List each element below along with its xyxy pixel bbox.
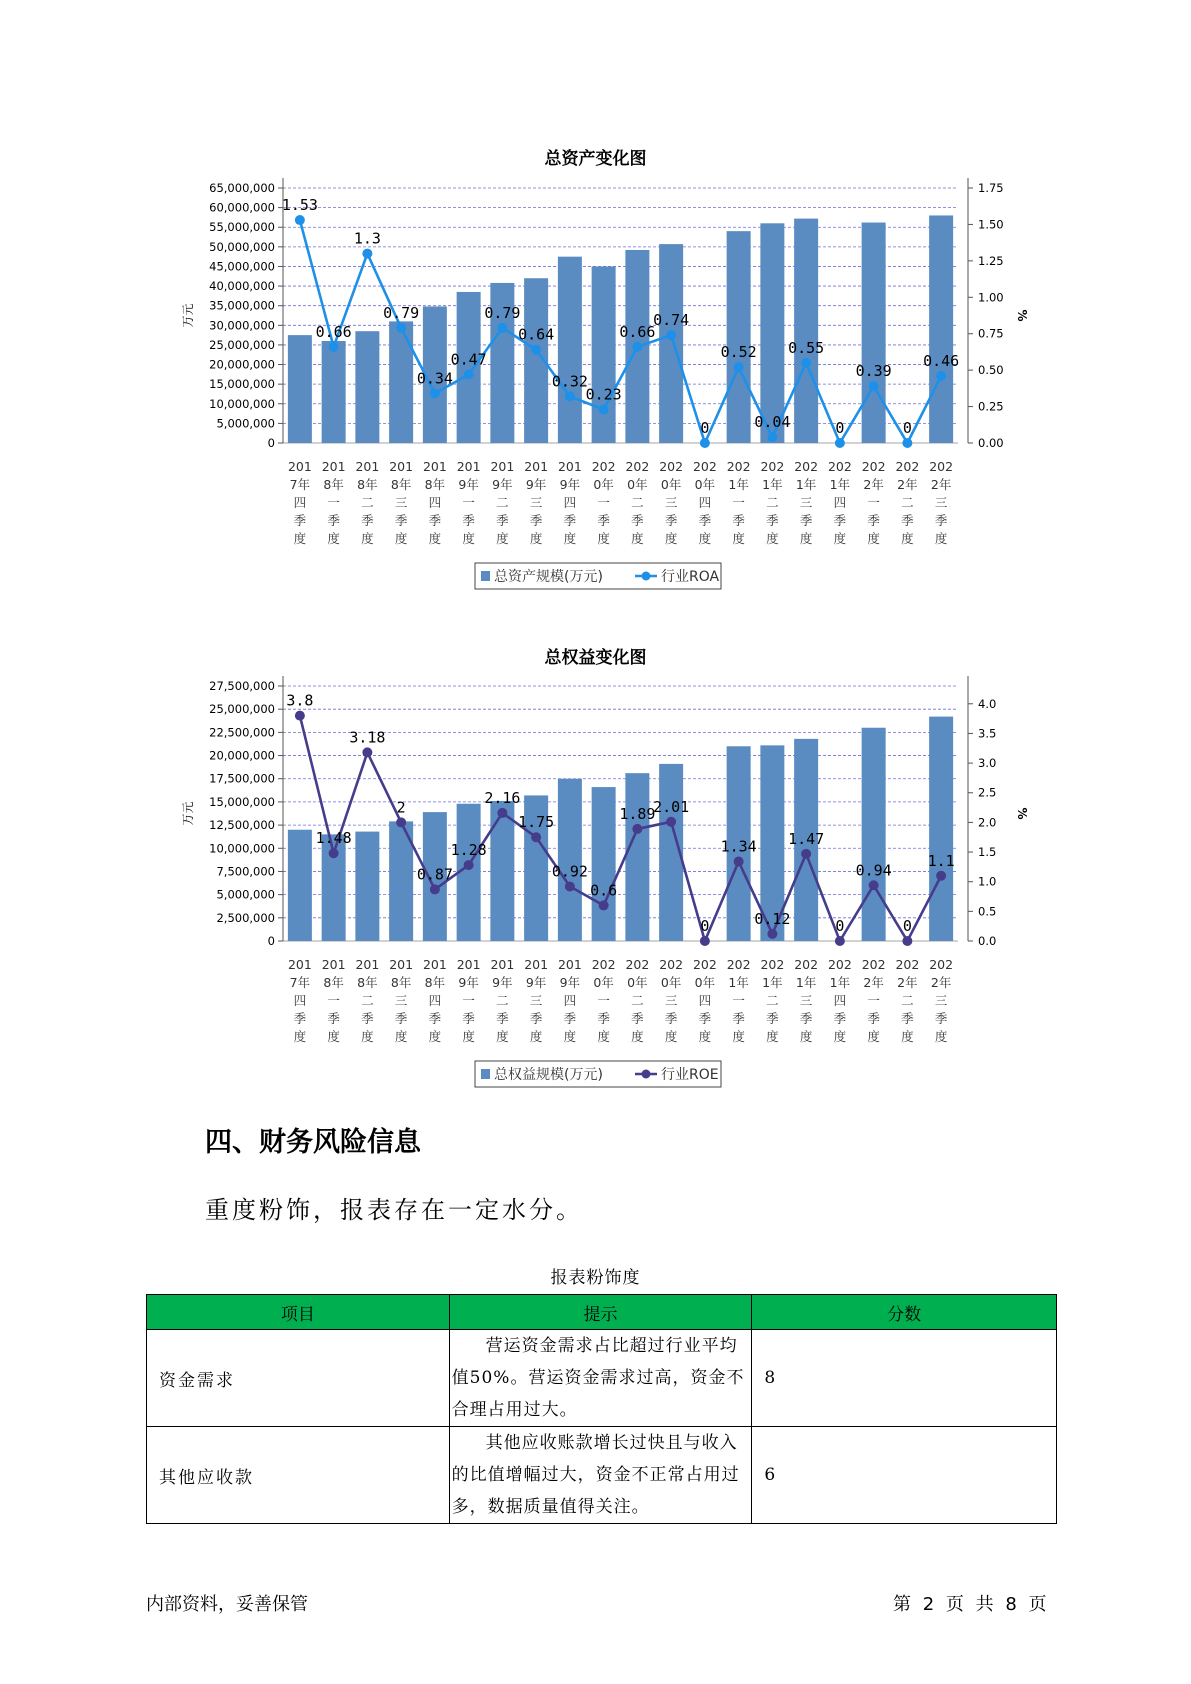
data-label: 0.34 <box>416 369 453 388</box>
total-assets-chart <box>0 170 1191 590</box>
bar <box>322 341 346 443</box>
y-right-tick-label: 2.0 <box>978 815 997 830</box>
data-label: 2.01 <box>653 797 690 816</box>
x-tick-label: 202 1年三季度 <box>794 459 819 546</box>
line-point <box>767 929 777 939</box>
data-label: 0.92 <box>551 862 588 881</box>
y-left-tick-label: 2,500,000 <box>216 910 275 925</box>
data-label: 0.79 <box>383 303 420 322</box>
y-right-tick-label: 1.75 <box>978 181 1004 195</box>
line-point <box>767 432 777 442</box>
bar <box>592 266 616 443</box>
x-tick-label: 201 9年四季度 <box>557 459 582 546</box>
legend-bar-label: 总资产规模(万元) <box>494 569 603 585</box>
x-tick-label: 201 9年三季度 <box>524 459 549 546</box>
line-point <box>835 936 845 946</box>
data-label: 0 <box>902 419 912 437</box>
table-row <box>147 1427 1057 1524</box>
y-right-tick-label: 2.5 <box>978 785 997 800</box>
table-caption: 报表粉饰度 <box>550 1268 641 1288</box>
data-label: 0.79 <box>484 303 521 322</box>
y-left-tick-label: 50,000,000 <box>209 239 275 254</box>
x-tick-label: 202 2年一季度 <box>861 459 886 546</box>
bar <box>355 832 379 941</box>
data-label: 2 <box>396 798 406 817</box>
data-label: 0 <box>700 917 710 935</box>
y-left-tick-label: 15,000,000 <box>209 794 275 809</box>
x-tick-label: 201 8年三季度 <box>389 957 414 1044</box>
data-label: 0.66 <box>619 322 656 341</box>
section-heading: 四、财务风险信息 <box>205 1127 421 1158</box>
bar <box>558 779 582 941</box>
legend-bar-label: 总权益规模(万元) <box>494 1067 603 1083</box>
data-label: 0.32 <box>551 372 588 391</box>
data-label: 0.74 <box>653 311 690 330</box>
y-right-tick-label: 1.0 <box>978 874 997 889</box>
y-right-axis-title: % <box>1015 309 1029 322</box>
bar <box>862 223 886 443</box>
line-point <box>362 249 372 259</box>
y-left-tick-label: 17,500,000 <box>209 771 275 786</box>
data-label: 1.3 <box>353 229 381 248</box>
x-tick-label: 202 1年一季度 <box>726 459 751 546</box>
bar <box>558 257 582 443</box>
bar <box>929 717 953 941</box>
y-left-tick-label: 35,000,000 <box>209 298 275 313</box>
x-tick-label: 202 2年三季度 <box>929 459 954 546</box>
line-point <box>531 345 541 355</box>
x-tick-label: 201 9年二季度 <box>490 957 515 1044</box>
data-label: 0 <box>835 917 845 935</box>
line-point <box>700 936 710 946</box>
bar <box>490 801 514 941</box>
y-left-tick-label: 5,000,000 <box>216 887 275 902</box>
data-label: 0.23 <box>585 385 622 404</box>
legend-line-marker <box>642 572 651 581</box>
x-tick-label: 202 2年二季度 <box>895 957 920 1044</box>
line-point <box>362 747 372 757</box>
line-point <box>599 404 609 414</box>
x-tick-label: 202 2年一季度 <box>861 957 886 1044</box>
line-point <box>464 370 474 380</box>
header-score: 分数 <box>752 1295 1057 1330</box>
x-tick-label: 202 1年二季度 <box>760 957 785 1044</box>
y-left-tick-label: 30,000,000 <box>209 318 275 333</box>
y-left-tick-label: 22,500,000 <box>209 725 275 740</box>
bar <box>592 787 616 941</box>
line-point <box>936 871 946 881</box>
x-tick-label: 202 0年三季度 <box>659 957 684 1044</box>
bar <box>862 728 886 941</box>
line-point <box>295 215 305 225</box>
line-point <box>869 381 879 391</box>
x-tick-label: 201 9年四季度 <box>557 957 582 1044</box>
y-left-tick-label: 12,500,000 <box>209 818 275 833</box>
data-label: 3.18 <box>349 728 386 747</box>
y-left-tick-label: 5,000,000 <box>216 416 275 431</box>
bar <box>727 231 751 443</box>
chart-title-total-equity: 总权益变化图 <box>544 648 647 668</box>
x-tick-label: 202 0年四季度 <box>692 957 717 1044</box>
line-point <box>700 438 710 448</box>
data-label: 1.1 <box>927 851 955 870</box>
data-label: 1.75 <box>518 813 555 832</box>
total-equity-chart <box>0 668 1191 1088</box>
bar <box>659 244 683 443</box>
x-tick-label: 202 0年四季度 <box>692 459 717 546</box>
y-right-tick-label: 1.25 <box>978 253 1004 268</box>
chart-title-total-assets: 总资产变化图 <box>544 149 647 169</box>
line-point <box>666 817 676 827</box>
data-label: 0.87 <box>416 865 453 884</box>
legend-line-marker <box>642 1070 651 1079</box>
header-hint: 提示 <box>449 1295 752 1330</box>
bar <box>288 830 312 941</box>
data-label: 0.66 <box>315 322 352 341</box>
line-point <box>295 711 305 721</box>
row-item: 其他应收款 <box>147 1427 450 1524</box>
y-left-tick-label: 10,000,000 <box>209 396 275 411</box>
y-right-tick-label: 0.0 <box>978 934 997 948</box>
x-tick-label: 201 8年四季度 <box>422 459 447 546</box>
y-left-tick-label: 0 <box>267 934 275 948</box>
line-point <box>902 438 912 448</box>
y-left-tick-label: 0 <box>267 436 275 450</box>
line-point <box>902 936 912 946</box>
line-point <box>565 391 575 401</box>
line-point <box>801 849 811 859</box>
x-tick-label: 202 1年二季度 <box>760 459 785 546</box>
data-label: 0.12 <box>754 909 791 928</box>
data-label: 0.94 <box>855 861 892 880</box>
line-point <box>734 857 744 867</box>
y-left-axis-title: 万元 <box>181 303 195 328</box>
data-label: 0 <box>835 419 845 437</box>
data-label: 0 <box>700 419 710 437</box>
y-left-tick-label: 20,000,000 <box>209 748 275 763</box>
table-row <box>147 1330 1057 1427</box>
data-label: 0.52 <box>720 343 757 362</box>
line-point <box>396 817 406 827</box>
line-point <box>464 860 474 870</box>
x-tick-label: 201 8年二季度 <box>355 459 380 546</box>
risk-summary: 重度粉饰，报表存在一定水分。 <box>205 1196 583 1224</box>
x-tick-label: 202 1年四季度 <box>827 459 852 546</box>
x-tick-label: 201 8年四季度 <box>422 957 447 1044</box>
bar <box>760 223 784 443</box>
data-label: 0.55 <box>788 338 825 357</box>
legend-line-label: 行业ROA <box>661 569 720 585</box>
x-tick-label: 201 7年四季度 <box>287 957 312 1044</box>
data-label: 0.47 <box>450 350 487 369</box>
footer-page-number: 第 2 页 共 8 页 <box>893 1594 1047 1615</box>
y-left-tick-label: 55,000,000 <box>209 220 275 235</box>
legend-line-label: 行业ROE <box>661 1067 719 1083</box>
line-point <box>497 808 507 818</box>
x-tick-label: 201 8年二季度 <box>355 957 380 1044</box>
line-point <box>869 880 879 890</box>
line-point <box>329 342 339 352</box>
line-point <box>430 388 440 398</box>
data-label: 2.16 <box>484 788 521 807</box>
data-label: 0.46 <box>923 351 960 370</box>
y-left-tick-label: 60,000,000 <box>209 200 275 215</box>
line-point <box>666 330 676 340</box>
line-point <box>430 884 440 894</box>
y-left-tick-label: 45,000,000 <box>209 259 275 274</box>
y-left-tick-label: 40,000,000 <box>209 279 275 294</box>
y-left-tick-label: 65,000,000 <box>209 181 275 195</box>
row-score: 8 <box>752 1330 1057 1427</box>
bar <box>625 773 649 941</box>
x-tick-label: 202 0年一季度 <box>591 459 616 546</box>
line-point <box>835 438 845 448</box>
x-tick-label: 201 9年三季度 <box>524 957 549 1044</box>
bar <box>929 215 953 443</box>
x-tick-label: 201 9年一季度 <box>456 957 481 1044</box>
x-tick-label: 201 7年四季度 <box>287 459 312 546</box>
data-label: 1.47 <box>788 829 825 848</box>
line-point <box>329 848 339 858</box>
row-score: 6 <box>752 1427 1057 1524</box>
legend-bar-swatch <box>481 1069 490 1079</box>
x-tick-label: 202 1年四季度 <box>827 957 852 1044</box>
data-label: 0 <box>902 917 912 935</box>
bar <box>288 335 312 443</box>
data-label: 0.04 <box>754 413 791 432</box>
header-item: 项目 <box>147 1295 450 1330</box>
data-label: 1.28 <box>450 841 487 860</box>
y-left-tick-label: 25,000,000 <box>209 337 275 352</box>
report-whitewash-table <box>146 1294 1057 1524</box>
y-left-tick-label: 25,000,000 <box>209 702 275 717</box>
line-point <box>599 900 609 910</box>
x-tick-label: 202 0年二季度 <box>625 957 650 1044</box>
y-left-tick-label: 7,500,000 <box>216 864 275 879</box>
y-right-tick-label: 0.25 <box>978 399 1004 414</box>
x-tick-label: 202 2年三季度 <box>929 957 954 1044</box>
x-tick-label: 201 9年二季度 <box>490 459 515 546</box>
bar <box>355 331 379 443</box>
bar <box>389 321 413 443</box>
data-label: 1.48 <box>315 829 352 848</box>
y-right-tick-label: 1.50 <box>978 217 1004 232</box>
data-label: 0.6 <box>590 881 618 900</box>
y-right-tick-label: 3.0 <box>978 756 997 771</box>
table-header-row <box>147 1295 1057 1330</box>
line-point <box>497 323 507 333</box>
y-left-tick-label: 27,500,000 <box>209 679 275 693</box>
line-point <box>801 358 811 368</box>
y-right-tick-label: 1.00 <box>978 290 1004 305</box>
data-label: 1.34 <box>720 837 757 856</box>
x-tick-label: 202 0年二季度 <box>625 459 650 546</box>
row-hint: 其他应收账款增长过快且与收入的比值增幅过大，资金不正常占用过多，数据质量值得关注。 <box>449 1427 752 1524</box>
y-right-tick-label: 0.75 <box>978 326 1004 341</box>
row-item: 资金需求 <box>147 1330 450 1427</box>
line-point <box>936 371 946 381</box>
y-right-tick-label: 0.50 <box>978 363 1004 378</box>
x-tick-label: 201 8年一季度 <box>321 459 346 546</box>
x-tick-label: 201 9年一季度 <box>456 459 481 546</box>
row-hint: 营运资金需求占比超过行业平均值50%。营运资金需求过高，资金不合理占用过大。 <box>449 1330 752 1427</box>
y-right-axis-title: % <box>1015 807 1029 820</box>
x-tick-label: 202 2年二季度 <box>895 459 920 546</box>
y-left-axis-title: 万元 <box>181 801 195 826</box>
y-left-tick-label: 20,000,000 <box>209 357 275 372</box>
y-right-tick-label: 0.5 <box>978 904 997 919</box>
data-label: 1.53 <box>281 196 318 215</box>
line-point <box>632 342 642 352</box>
data-label: 3.8 <box>286 691 314 710</box>
legend-bar-swatch <box>481 571 490 581</box>
x-tick-label: 202 1年一季度 <box>726 957 751 1044</box>
y-left-tick-label: 10,000,000 <box>209 841 275 856</box>
line-point <box>734 362 744 372</box>
line-point <box>396 323 406 333</box>
line-point <box>531 832 541 842</box>
line-point <box>632 824 642 834</box>
x-tick-label: 202 1年三季度 <box>794 957 819 1044</box>
data-label: 1.89 <box>619 804 656 823</box>
footer-confidential: 内部资料，妥善保管 <box>146 1594 308 1615</box>
line-point <box>565 881 575 891</box>
x-tick-label: 202 0年三季度 <box>659 459 684 546</box>
y-right-tick-label: 4.0 <box>978 696 997 711</box>
y-right-tick-label: 1.5 <box>978 845 997 860</box>
x-tick-label: 201 8年三季度 <box>389 459 414 546</box>
data-label: 0.39 <box>855 362 892 381</box>
bar <box>794 219 818 443</box>
data-label: 0.64 <box>518 325 555 344</box>
y-right-tick-label: 3.5 <box>978 726 997 741</box>
x-tick-label: 201 8年一季度 <box>321 957 346 1044</box>
x-tick-label: 202 0年一季度 <box>591 957 616 1044</box>
y-left-tick-label: 15,000,000 <box>209 377 275 392</box>
y-right-tick-label: 0.00 <box>978 436 1004 450</box>
